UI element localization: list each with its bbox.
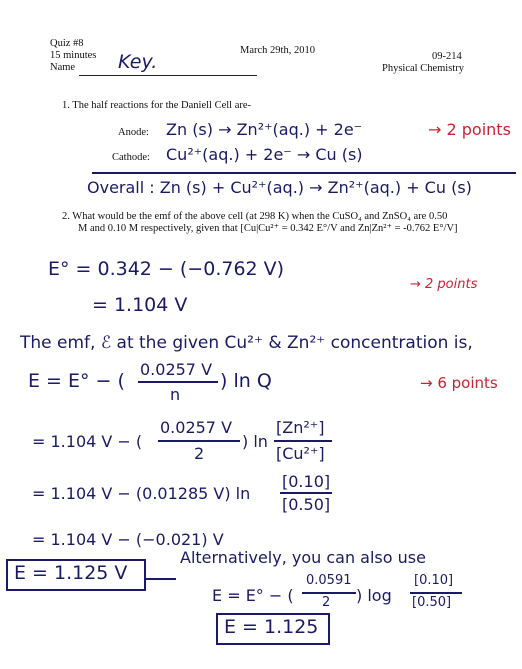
nernst-rhs: ) ln Q bbox=[220, 370, 272, 392]
step-2-prefix: = 1.104 V − (0.01285 V) ln bbox=[32, 484, 251, 503]
name-underline bbox=[79, 75, 257, 76]
alternative-lhs: E = E° − ( bbox=[212, 586, 294, 605]
points-6: → 6 points bbox=[420, 374, 498, 392]
nernst-numerator: 0.0257 V bbox=[140, 360, 213, 379]
step-1-denominator: 2 bbox=[194, 444, 205, 463]
quiz-number: Quiz #8 bbox=[50, 38, 84, 49]
name-value: Key. bbox=[118, 51, 158, 73]
step-2-ratio-numerator: [0.10] bbox=[282, 472, 331, 491]
overall-divider bbox=[92, 172, 516, 174]
final-answer: E = 1.125 V bbox=[14, 562, 128, 584]
step-3: = 1.104 V − (−0.021) V bbox=[32, 530, 224, 549]
alternative-fraction-bar bbox=[302, 592, 356, 594]
question-2-line-1: 2. What would be the emf of the above cell (at 298 K) when the CuSO₄ and ZnSO₄ are 0.50 bbox=[62, 211, 448, 222]
standard-emf-line: E° = 0.342 − (−0.762 V) bbox=[48, 258, 285, 280]
course-name: Physical Chemistry bbox=[382, 63, 464, 74]
step-1-prefix: = 1.104 V − ( bbox=[32, 432, 143, 451]
cathode-label: Cathode: bbox=[112, 152, 150, 163]
nernst-lhs: E = E° − ( bbox=[28, 370, 125, 392]
points-2: → 2 points bbox=[410, 277, 478, 292]
quiz-date: March 29th, 2010 bbox=[240, 45, 315, 56]
question-2-line-2: M and 0.10 M respectively, given that [Cu|Cu²⁺ = 0.342 E°/V and Zn|Zn²⁺ = -0.762 E°/V] bbox=[78, 223, 458, 234]
emf-explanation: The emf, ℰ at the given Cu²⁺ & Zn²⁺ concentration is, bbox=[20, 333, 473, 353]
step-2-ratio-bar bbox=[280, 492, 332, 494]
overall-equation: Overall : Zn (s) + Cu²⁺(aq.) → Zn²⁺(aq.) + Cu (s) bbox=[87, 178, 472, 197]
cathode-equation: Cu²⁺(aq.) + 2e⁻ → Cu (s) bbox=[166, 145, 363, 164]
name-label: Name bbox=[50, 62, 76, 73]
anode-label: Anode: bbox=[118, 127, 149, 138]
step-1-ln: ) ln bbox=[242, 432, 268, 451]
nernst-denominator: n bbox=[170, 385, 181, 404]
question-1-text: 1. The half reactions for the Daniell Cell are- bbox=[62, 100, 252, 111]
alternative-ratio-numerator: [0.10] bbox=[414, 573, 454, 588]
step-1-ratio-denominator: [Cu²⁺] bbox=[276, 444, 325, 463]
alternative-answer: E = 1.125 bbox=[224, 616, 319, 638]
step-1-numerator: 0.0257 V bbox=[160, 418, 233, 437]
final-answer-arrow bbox=[146, 578, 176, 580]
alternative-numerator: 0.0591 bbox=[306, 573, 352, 588]
alternative-text: Alternatively, you can also use bbox=[180, 548, 426, 567]
quiz-duration: 15 minutes bbox=[50, 50, 97, 61]
alternative-log: ) log bbox=[356, 586, 392, 605]
step-2-ratio-denominator: [0.50] bbox=[282, 495, 331, 514]
step-1-ratio-bar bbox=[274, 440, 332, 442]
alternative-ratio-denominator: [0.50] bbox=[412, 595, 452, 610]
step-1-fraction-bar bbox=[158, 440, 240, 442]
anode-equation: Zn (s) → Zn²⁺(aq.) + 2e⁻ bbox=[166, 120, 363, 139]
alternative-ratio-bar bbox=[410, 592, 462, 594]
alternative-denominator: 2 bbox=[322, 595, 331, 610]
q1-points: → 2 points bbox=[428, 120, 511, 139]
standard-emf-result: = 1.104 V bbox=[92, 294, 188, 316]
nernst-fraction-bar bbox=[138, 381, 218, 383]
course-code: 09-214 bbox=[432, 51, 462, 62]
step-1-ratio-numerator: [Zn²⁺] bbox=[276, 418, 325, 437]
